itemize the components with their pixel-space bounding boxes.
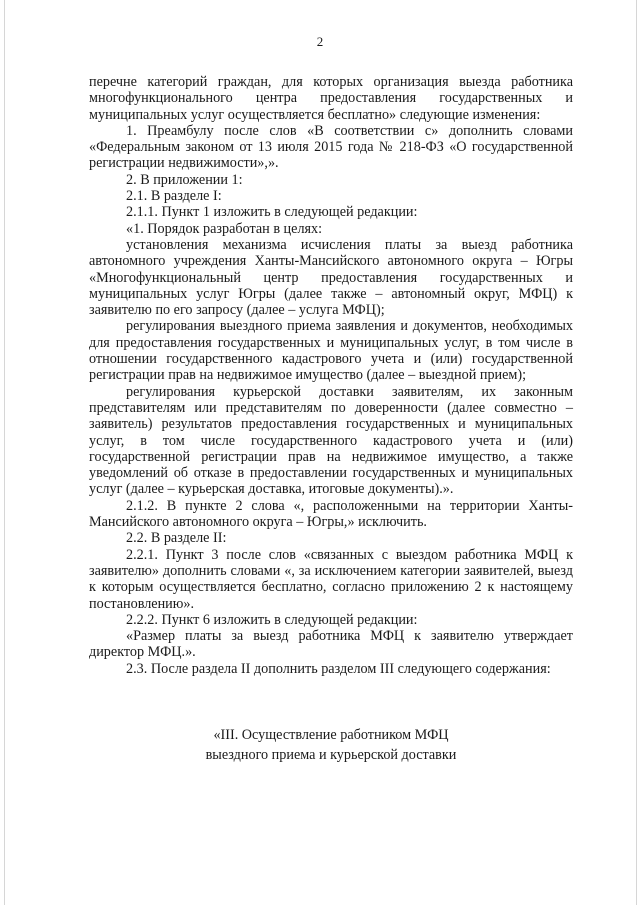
scan-edge-right	[636, 0, 637, 905]
paragraph-13: 2.2.2. Пункт 6 изложить в следующей редакции:	[126, 611, 418, 628]
section-heading	[89, 725, 573, 765]
paragraph-8: регулирования выездного приема заявления и документов, необходимых для предоставления государственных и муниципальных услуг, в том числе в отношении государственного кадастрового учета и (или) государственной регистрации прав на недвижимое имущество (далее – выездной прием);	[89, 318, 573, 384]
document-body	[89, 74, 573, 765]
paragraph-15: 2.3. После раздела II дополнить разделом III следующего содержания:	[126, 660, 551, 677]
paragraph-11: 2.2. В разделе II:	[126, 530, 227, 547]
paragraph-1: перечне категорий граждан, для которых организация выезда работника многофункционального центра предоставления государственных и муниципальных услуг осуществляется бесплатно» следующие изменения:	[89, 74, 573, 123]
page-number: 2	[316, 34, 324, 49]
paragraph-6: «1. Порядок разработан в целях:	[126, 220, 323, 237]
paragraph-3: 2. В приложении 1:	[126, 171, 243, 188]
paragraph-4: 2.1. В разделе I:	[126, 188, 222, 205]
paragraph-9: регулирования курьерской доставки заявителям, их законным представителям или представителям по доверенности (далее совместно – заявитель) результатов предоставления государственных и муниципальных услуг, в том числе государственного кадастрового учета и (или) государственной регистрации прав на недвижимое имущество, а также уведомлений об отказе в предоставлении государственных и муниципальных услуг (далее – курьерская доставка, итоговые документы).».	[89, 383, 573, 498]
section-heading-line-2: выездного приема и курьерской доставки	[205, 746, 457, 763]
paragraph-12: 2.2.1. Пункт 3 после слов «связанных с выездом работника МФЦ к заявителю» дополнить словами «, за исключением категории заявителей, выезд к которым осуществляется бесплатно, согласно приложению 2 к настоящему постановлению».	[89, 546, 573, 612]
paragraph-5: 2.1.1. Пункт 1 изложить в следующей редакции:	[126, 204, 418, 221]
scan-edge-left	[4, 0, 5, 905]
paragraph-2: 1. Преамбулу после слов «В соответствии с» дополнить словами «Федеральным законом от 13 июля 2015 года № 218-ФЗ «О государственной регистрации недвижимости»,».	[89, 122, 573, 172]
paragraph-7: установления механизма исчисления платы за выезд работника автономного учреждения Ханты-Мансийского автономного округа – Югры «Многофункциональный центр предоставления государственных и муниципальных услуг Югры (далее также – автономный округ, МФЦ) к заявителю по его запросу (далее – услуга МФЦ);	[89, 236, 573, 319]
paragraph-10: 2.1.2. В пункте 2 слова «, расположенными на территории Ханты-Мансийского автономного округа – Югры,» исключить.	[89, 497, 573, 531]
section-heading-line-1: «III. Осуществление работником МФЦ	[213, 726, 449, 743]
paragraph-14: «Размер платы за выезд работника МФЦ к заявителю утверждает директор МФЦ.».	[89, 628, 573, 661]
